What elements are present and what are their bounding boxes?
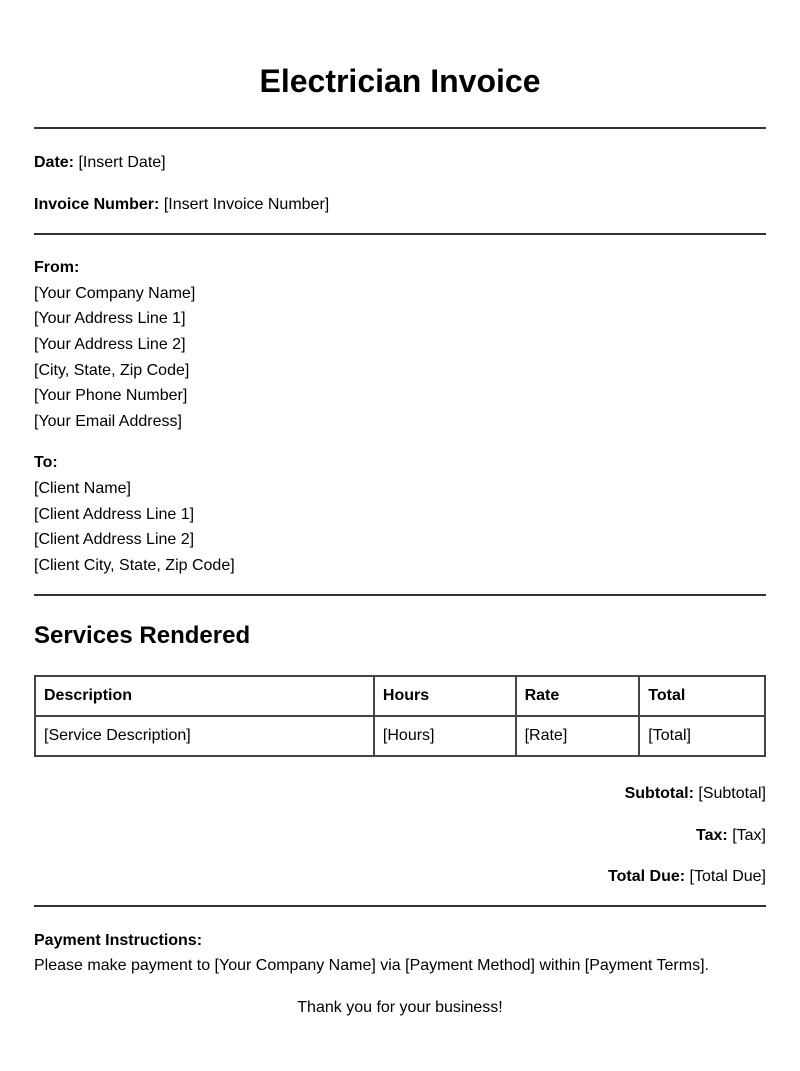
date-label: Date: <box>34 154 75 171</box>
from-address-line-2: [Your Address Line 2] <box>34 336 186 353</box>
table-header-row <box>35 676 765 716</box>
invoice-number-value: [Insert Invoice Number] <box>163 196 330 213</box>
column-header-description: Description <box>35 676 374 716</box>
from-label: From: <box>34 259 80 276</box>
invoice-number-label: Invoice Number: <box>34 196 160 213</box>
to-address-line-2: [Client Address Line 2] <box>34 531 195 548</box>
cell-rate: [Rate] <box>516 716 640 756</box>
from-city-state-zip: [City, State, Zip Code] <box>34 362 190 379</box>
cell-hours: [Hours] <box>374 716 516 756</box>
column-header-rate: Rate <box>516 676 640 716</box>
divider <box>34 233 766 235</box>
divider <box>34 127 766 129</box>
cell-description: [Service Description] <box>35 716 374 756</box>
from-phone: [Your Phone Number] <box>34 387 188 404</box>
to-city-state-zip: [Client City, State, Zip Code] <box>34 557 235 574</box>
table-row <box>35 716 765 756</box>
tax-value: [Tax] <box>732 827 766 844</box>
thank-you-message: Thank you for your business! <box>297 999 503 1016</box>
payment-instructions-text: Please make payment to [Your Company Name] via [Payment Method] within [Payment Terms]. <box>34 957 709 974</box>
divider <box>34 905 766 907</box>
to-address-line-1: [Client Address Line 1] <box>34 506 195 523</box>
tax-line <box>696 826 766 846</box>
from-address-line-1: [Your Address Line 1] <box>34 310 186 327</box>
services-heading: Services Rendered <box>34 622 251 649</box>
cell-total: [Total] <box>639 716 765 756</box>
column-header-hours: Hours <box>374 676 516 716</box>
divider <box>34 594 766 596</box>
tax-label: Tax: <box>696 827 728 844</box>
total-due-label: Total Due: <box>608 868 686 885</box>
invoice-number-line <box>34 195 329 215</box>
subtotal-value: [Subtotal] <box>698 785 766 802</box>
page-title: Electrician Invoice <box>259 63 541 99</box>
services-table <box>34 675 766 757</box>
from-company-name: [Your Company Name] <box>34 285 196 302</box>
total-due-value: [Total Due] <box>689 868 766 885</box>
subtotal-label: Subtotal: <box>624 785 694 802</box>
payment-instructions-label: Payment Instructions: <box>34 932 203 949</box>
date-value: [Insert Date] <box>78 154 166 171</box>
subtotal-line <box>625 784 766 804</box>
date-line <box>34 153 166 173</box>
to-client-name: [Client Name] <box>34 480 131 497</box>
total-due-line <box>608 867 766 887</box>
from-email: [Your Email Address] <box>34 413 182 430</box>
column-header-total: Total <box>639 676 765 716</box>
to-label: To: <box>34 454 58 471</box>
